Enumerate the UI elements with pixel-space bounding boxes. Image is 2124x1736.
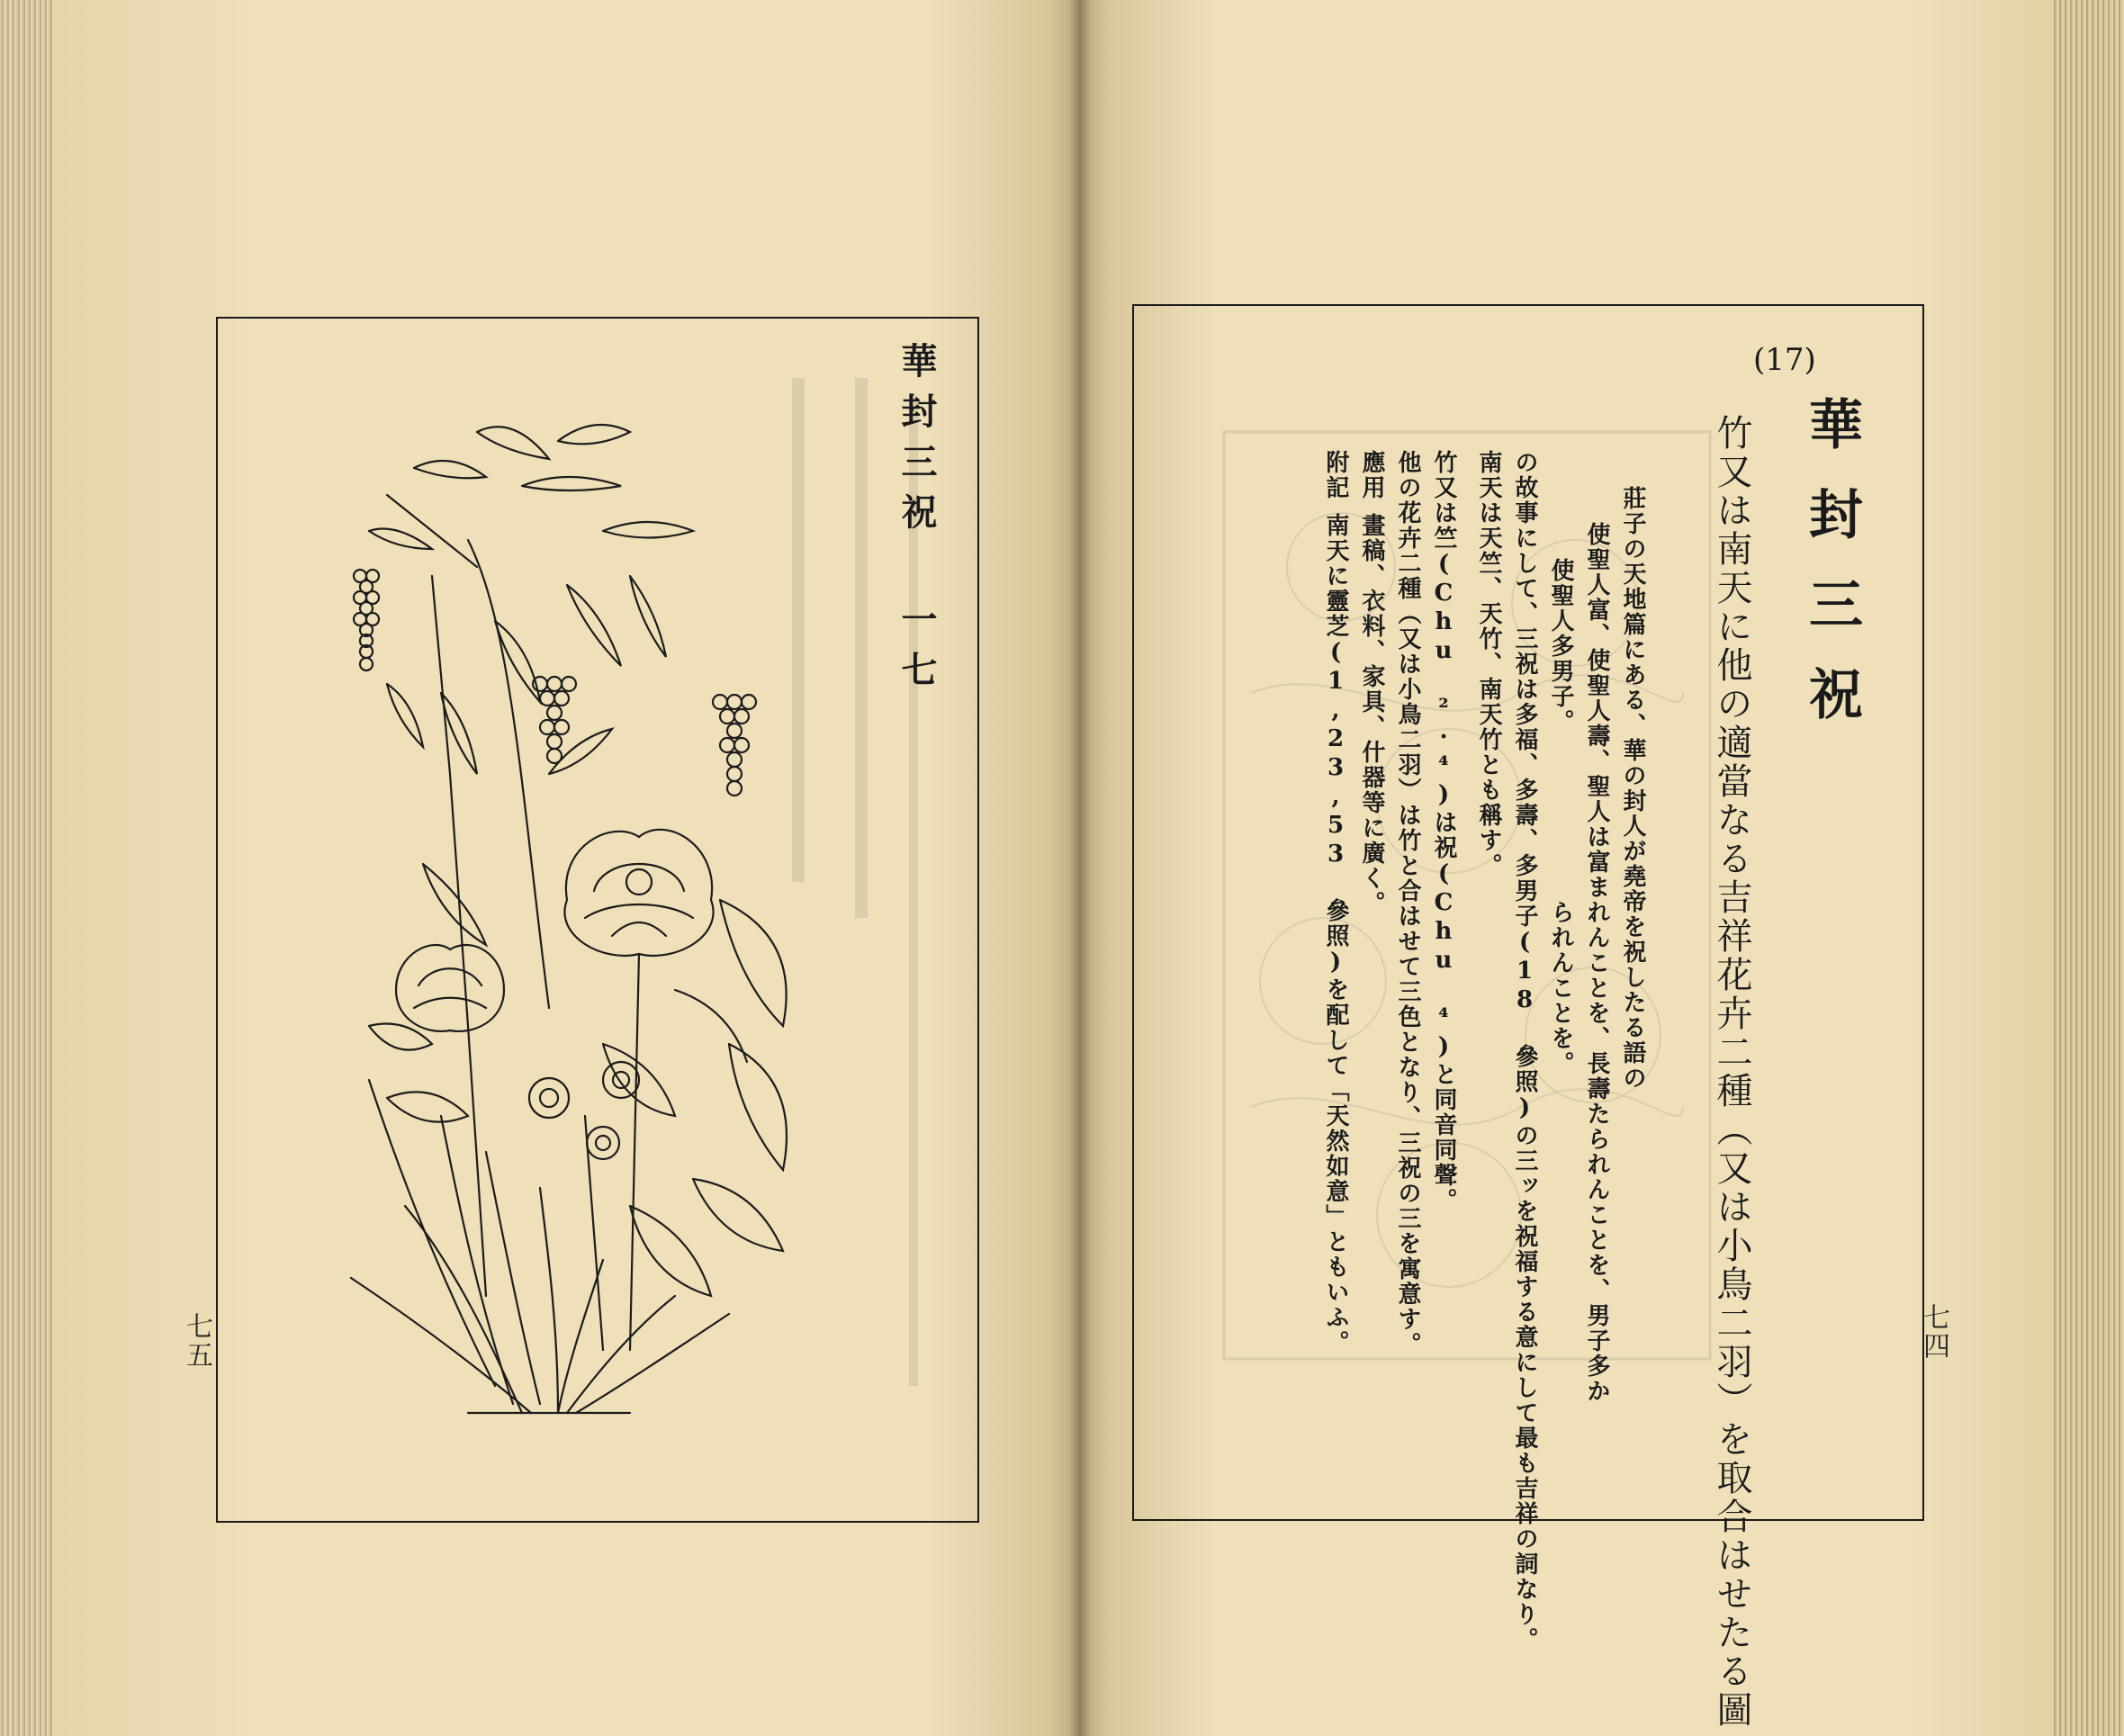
- section-number: (17): [1753, 342, 1816, 378]
- body-line-3a: 使聖人多男子。: [1547, 558, 1574, 734]
- plate-title: 華封三祝 一七: [896, 342, 938, 701]
- body-line-2a: 使聖人富、使聖人壽、: [1583, 522, 1610, 774]
- flowering-plants-illustration-icon: [333, 396, 873, 1440]
- body-line-3b: られんことを。: [1547, 900, 1574, 1076]
- section-subtitle: 竹又は南天に他の適當なる吉祥花卉二種（又は小鳥二羽）を取合はせたる圖: [1711, 414, 1752, 1730]
- body-line-2b: 聖人は富まれんことを、長壽たられんことを、男子多か: [1583, 774, 1610, 1404]
- application-line: [1355, 450, 1389, 916]
- body-line-7: 他の花卉二種（又は小鳥二羽）は竹と合はせて三色となり、三祝の三を寓意す。: [1394, 450, 1421, 1357]
- appendix-line: [1319, 450, 1353, 1355]
- left-page-number: 七五: [181, 1312, 212, 1370]
- body-line-6: 竹又は竺(Chu ²·⁴)は祝(Chu ⁴)と同音同聲。: [1430, 450, 1457, 1213]
- appendix-text: 南天に靈芝(1,23,53 參照)を配して「天然如意」ともいふ。: [1322, 513, 1349, 1355]
- section-title: 華封三祝: [1800, 396, 1863, 756]
- application-label: 應用: [1358, 450, 1385, 500]
- appendix-label: 附記: [1322, 450, 1349, 500]
- book-gutter: [1069, 0, 1091, 1736]
- right-page-number: 七四: [1918, 1303, 1949, 1361]
- application-text: 畫稿、衣料、家具、什器等に廣く。: [1358, 513, 1385, 916]
- page-edges-right: [2052, 0, 2124, 1736]
- body-line-1: 莊子の天地篇にある、華の封人が堯帝を祝したる語の: [1619, 486, 1646, 1091]
- page-edges-left: [0, 0, 58, 1736]
- body-line-4: の故事にして、三祝は多福、多壽、多男子(18 參照)の三ッを祝福する意にして最も吉祥の詞なり。: [1511, 450, 1538, 1652]
- body-line-5: 南天は天竺、天竹、南天竹とも稱す。: [1475, 450, 1502, 878]
